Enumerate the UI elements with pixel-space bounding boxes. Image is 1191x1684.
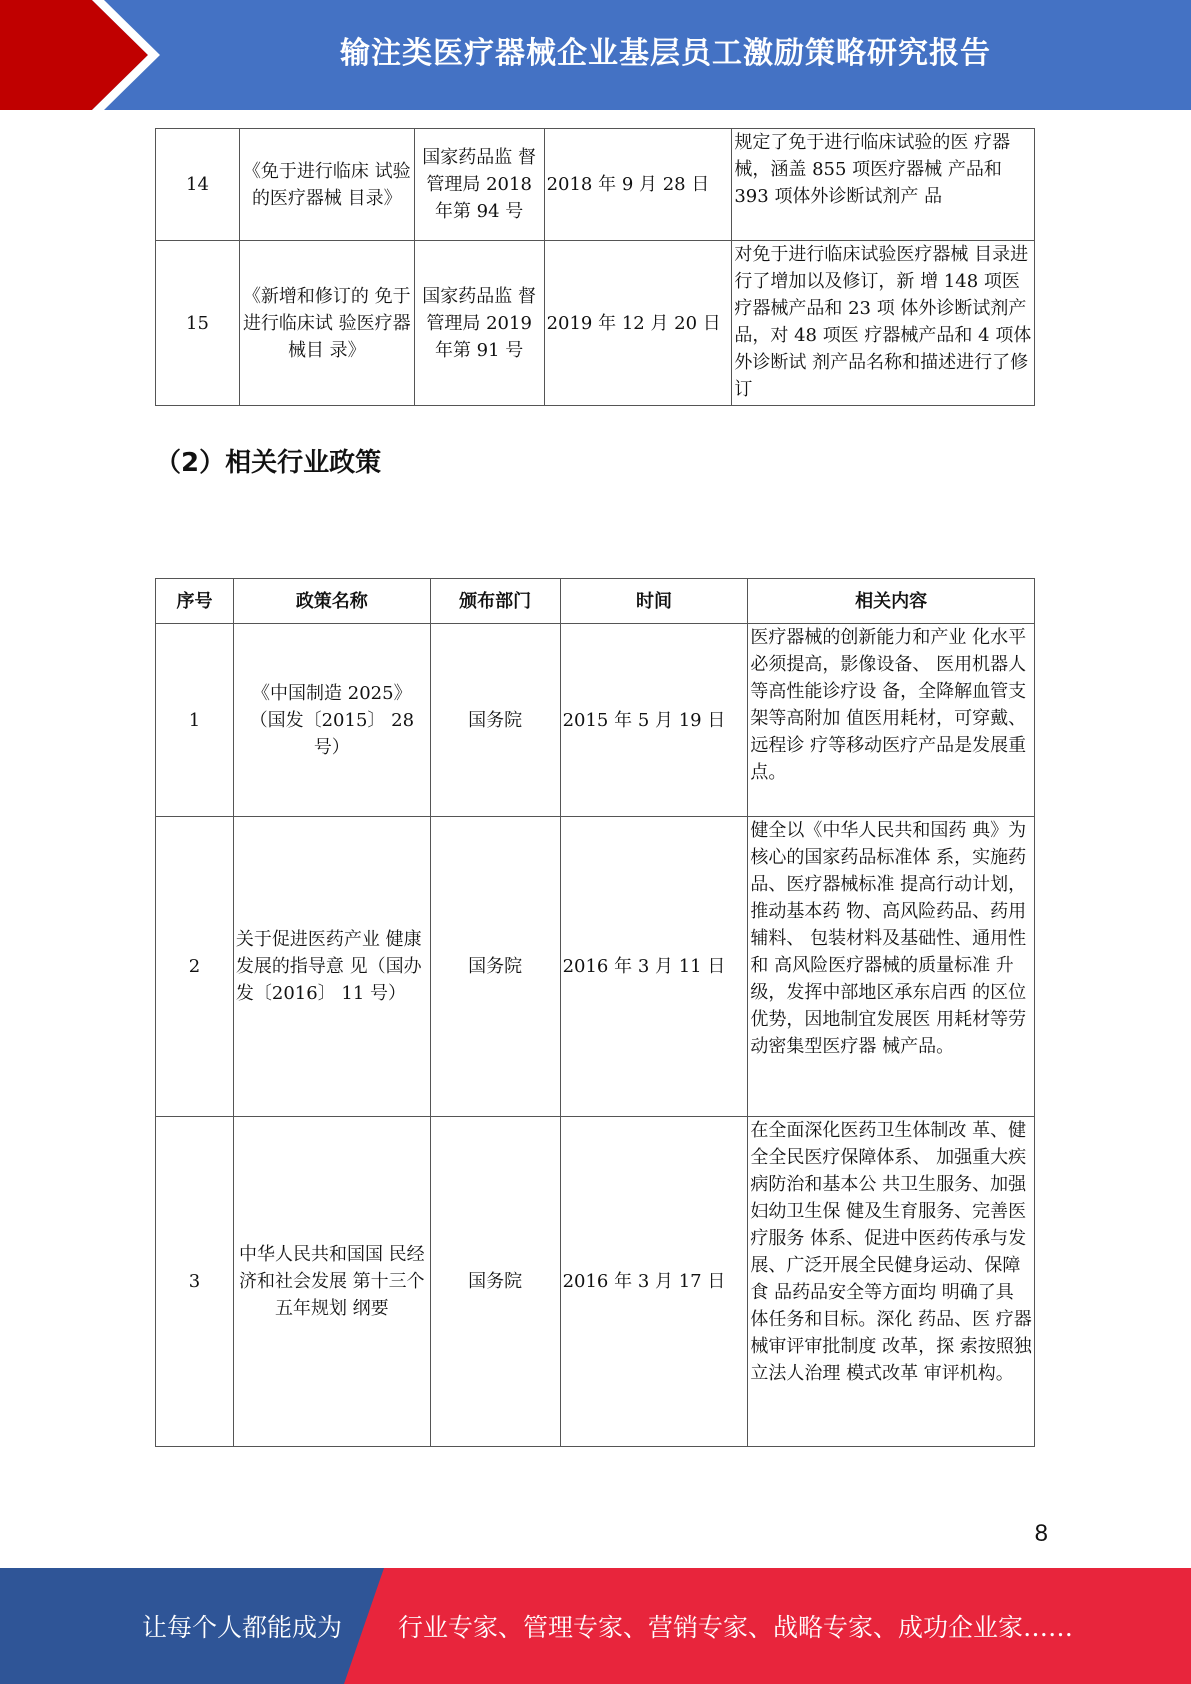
page-number: 8 bbox=[1034, 1520, 1048, 1547]
regulation-table-continued bbox=[155, 128, 1035, 406]
issuing-department: 国务院 bbox=[430, 817, 560, 1117]
header-number: 序号 bbox=[156, 579, 234, 624]
issuing-department: 国家药品监 督管理局 2019 年第 91 号 bbox=[414, 241, 544, 406]
table-row bbox=[156, 241, 1035, 406]
header-policy-name: 政策名称 bbox=[233, 579, 430, 624]
policy-name: 《中国制造 2025》 （国发〔2015〕 28 号） bbox=[233, 624, 430, 817]
issuing-department: 国务院 bbox=[430, 1117, 560, 1447]
row-number: 3 bbox=[156, 1117, 234, 1447]
table-row bbox=[156, 1117, 1035, 1447]
table-row bbox=[156, 817, 1035, 1117]
table-row bbox=[156, 624, 1035, 817]
policy-name: 关于促进医药产业 健康发展的指导意 见（国办发〔2016〕 11 号） bbox=[233, 817, 430, 1117]
header-department: 颁布部门 bbox=[430, 579, 560, 624]
issue-date: 2018 年 9 月 28 日 bbox=[544, 129, 732, 241]
policy-content: 健全以《中华人民共和国药 典》为核心的国家药品标准体 系，实施药品、医疗器械标准 提高行动计划，推动基本药 物、高风险药品、药用辅料、 包装材料及基础性、通用性和 高风险医疗器械的质量标准 升级，发挥中部地区承东启西 的区位优势，因地制宜发展医 用耗材等劳动密集型医疗器 械产品。 bbox=[748, 817, 1035, 1117]
row-number: 2 bbox=[156, 817, 234, 1117]
issuing-department: 国家药品监 督管理局 2018 年第 94 号 bbox=[414, 129, 544, 241]
issue-date: 2016 年 3 月 11 日 bbox=[560, 817, 748, 1117]
row-number: 15 bbox=[156, 241, 240, 406]
table-row bbox=[156, 129, 1035, 241]
report-footer bbox=[0, 1568, 1191, 1684]
report-header bbox=[0, 0, 1191, 110]
industry-policy-table bbox=[155, 578, 1035, 1447]
issue-date: 2019 年 12 月 20 日 bbox=[544, 241, 732, 406]
regulation-content: 对免于进行临床试验医疗器械 目录进行了增加以及修订，新 增 148 项医疗器械产品和 23 项 体外诊断试剂产品，对 48 项医 疗器械产品和 4 项体外诊断试 剂产品名称和描述进行了修订 bbox=[732, 241, 1035, 406]
row-number: 1 bbox=[156, 624, 234, 817]
table-header-row bbox=[156, 579, 1035, 624]
row-number: 14 bbox=[156, 129, 240, 241]
section-heading: （2）相关行业政策 bbox=[155, 448, 382, 478]
regulation-name: 《免于进行临床 试验的医疗器械 目录》 bbox=[239, 129, 414, 241]
regulation-content: 规定了免于进行临床试验的医 疗器械，涵盖 855 项医疗器械 产品和 393 项体外诊断试剂产 品 bbox=[732, 129, 1035, 241]
footer-slogan-right: 行业专家、管理专家、营销专家、战略专家、成功企业家…… bbox=[398, 1613, 1074, 1642]
issue-date: 2015 年 5 月 19 日 bbox=[560, 624, 748, 817]
red-chevron-decoration bbox=[0, 0, 160, 110]
regulation-name: 《新增和修订的 免于进行临床试 验医疗器械目 录》 bbox=[239, 241, 414, 406]
header-date: 时间 bbox=[560, 579, 748, 624]
policy-content: 在全面深化医药卫生体制改 革、健全全民医疗保障体系、 加强重大疾病防治和基本公 共卫生服务、加强妇幼卫生保 健及生育服务、完善医疗服务 体系、促进中医药传承与发 展、广泛开展全民健身运动、保障食 品药品安全等方面均 明确了具 体任务和目标。深化 药品、医 疗器械审评审批制度 改革，探 索按照独立法人治理 模式改革 审评机构。 bbox=[748, 1117, 1035, 1447]
policy-name: 中华人民共和国国 民经济和社会发展 第十三个五年规划 纲要 bbox=[233, 1117, 430, 1447]
issue-date: 2016 年 3 月 17 日 bbox=[560, 1117, 748, 1447]
header-content: 相关内容 bbox=[748, 579, 1035, 624]
issuing-department: 国务院 bbox=[430, 624, 560, 817]
report-title: 输注类医疗器械企业基层员工激励策略研究报告 bbox=[340, 36, 991, 71]
footer-slogan-left: 让每个人都能成为 bbox=[142, 1613, 343, 1642]
policy-content: 医疗器械的创新能力和产业 化水平必须提高，影像设备、 医用机器人等高性能诊疗设 备，全降解血管支架等高附加 值医用耗材，可穿戴、远程诊 疗等移动医疗产品是发展重 点。 bbox=[748, 624, 1035, 817]
